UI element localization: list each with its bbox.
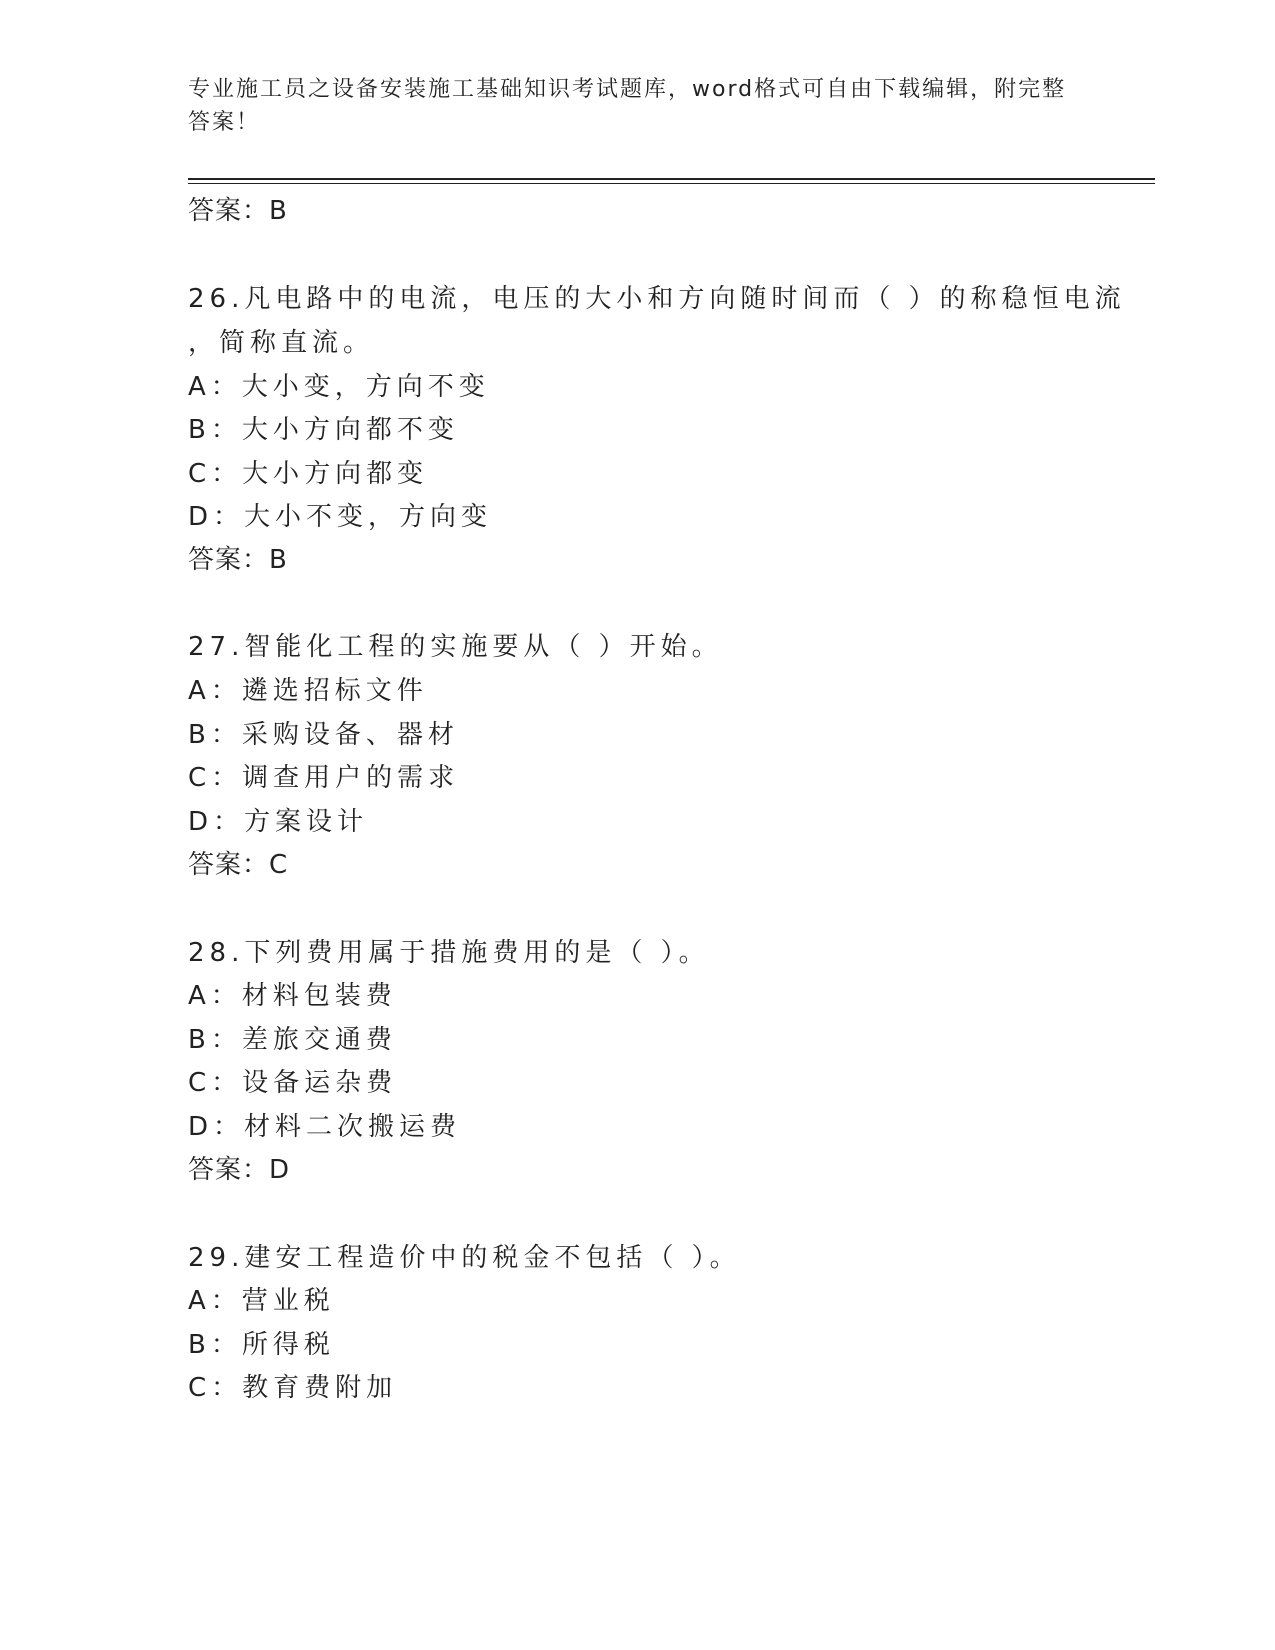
question-27-option-d: D：方案设计 — [188, 807, 369, 837]
question-26-option-a: A：大小变，方向不变 — [188, 372, 490, 402]
answer-25: 答案：B — [188, 196, 288, 226]
question-29-option-a: A：营业税 — [188, 1286, 335, 1316]
question-26-text-line1: 26.凡电路中的电流，电压的大小和方向随时间而（ ）的称稳恒电流 — [188, 284, 1126, 314]
question-28-answer: 答案：D — [188, 1155, 291, 1185]
question-28-option-a: A：材料包装费 — [188, 981, 397, 1011]
header-divider-thin — [188, 183, 1155, 184]
question-28-text: 28.下列费用属于措施费用的是（ ）。 — [188, 938, 710, 968]
header-divider — [188, 178, 1155, 180]
question-28-option-d: D：材料二次搬运费 — [188, 1112, 462, 1142]
question-27-option-a: A：遴选招标文件 — [188, 676, 428, 706]
question-29-text: 29.建安工程造价中的税金不包括（ ）。 — [188, 1243, 741, 1273]
question-27-text: 27.智能化工程的实施要从（ ）开始。 — [188, 632, 723, 662]
question-27-option-c: C：调查用户的需求 — [188, 763, 460, 793]
question-26-text-line2: ，简称直流。 — [188, 328, 375, 358]
question-28-option-b: B：差旅交通费 — [188, 1025, 397, 1055]
document-header: 专业施工员之设备安装施工基础知识考试题库，word格式可自由下载编辑，附完整答案！ — [188, 77, 1067, 135]
question-29-option-b: B：所得税 — [188, 1330, 335, 1360]
question-27-answer: 答案：C — [188, 850, 289, 880]
question-26-option-b: B：大小方向都不变 — [188, 415, 459, 445]
question-26-option-c: C：大小方向都变 — [188, 459, 429, 489]
question-27-option-b: B：采购设备、器材 — [188, 720, 459, 750]
question-28-option-c: C：设备运杂费 — [188, 1068, 398, 1098]
question-26-answer: 答案：B — [188, 545, 288, 575]
question-26-option-d: D：大小不变，方向变 — [188, 502, 493, 532]
question-29-option-c: C：教育费附加 — [188, 1373, 398, 1403]
